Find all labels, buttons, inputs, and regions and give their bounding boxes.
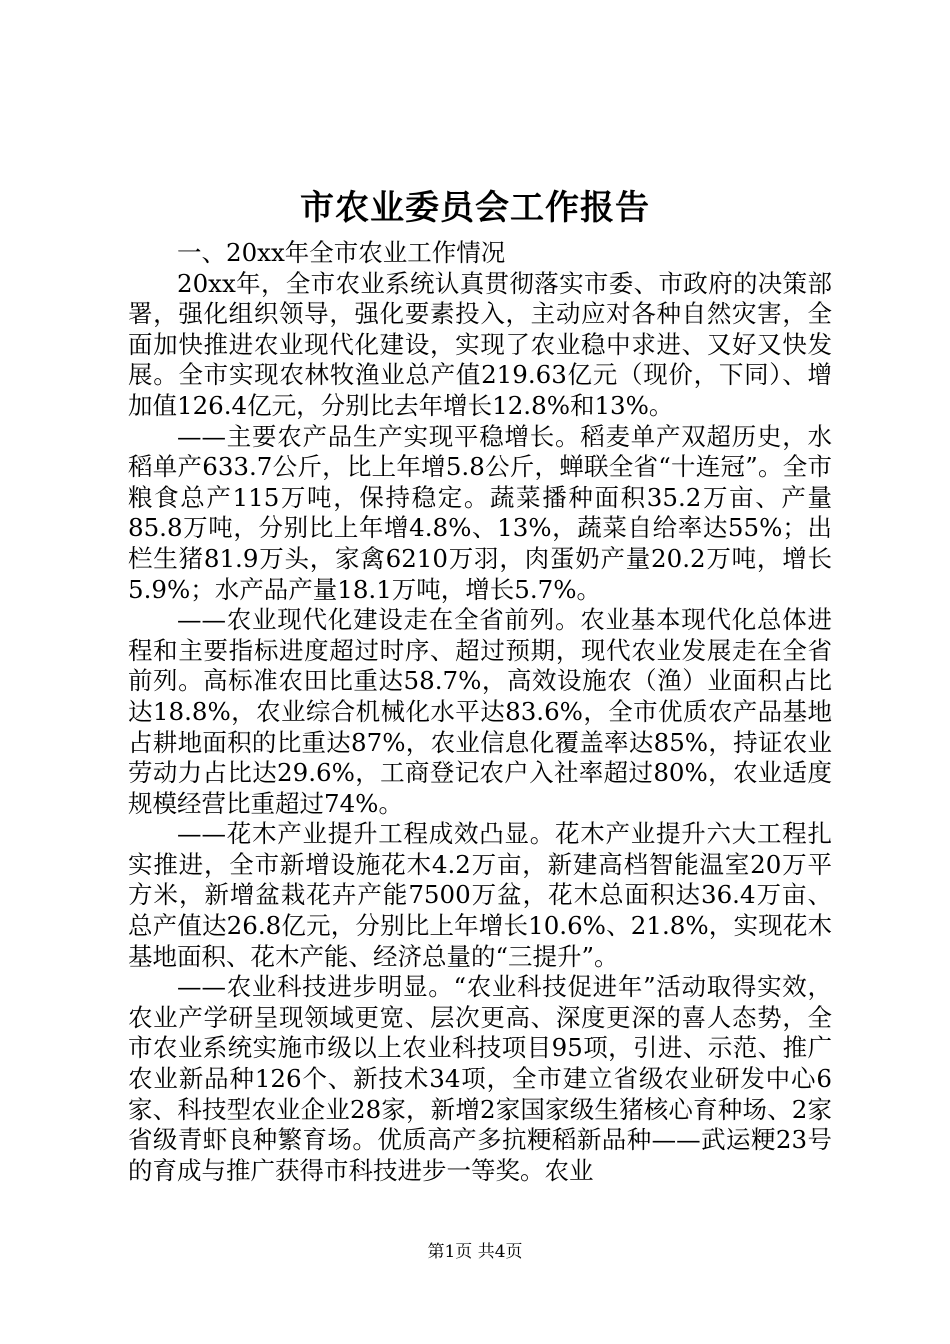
paragraph-flowers: ——花木产业提升工程成效凸显。花木产业提升六大工程扎实推进，全市新增设施花木4.2万亩，新建高档智能温室20万平方米，新增盆栽花卉产能7500万盆，花木总面积达36.4万亩、总产值达26.8亿元，分别比上年增长10.6%、21.8%，实现花木基地面积、花木产能、经济总量的“三提升”。 <box>128 819 832 971</box>
paragraph-technology: ——农业科技进步明显。“农业科技促进年”活动取得实效，农业产学研呈现领域更宽、层次更高、深度更深的喜人态势，全市农业系统实施市级以上农业科技项目95项，引进、示范、推广农业新品种126个、新技术34项，全市建立省级农业研发中心6家、科技型农业企业28家，新增2家国家级生猪核心育种场、2家省级青虾良种繁育场。优质高产多抗粳稻新品种——武运粳23号的育成与推广获得市科技进步一等奖。农业 <box>128 972 832 1185</box>
paragraph-production: ——主要农产品生产实现平稳增长。稻麦单产双超历史，水稻单产633.7公斤，比上年增5.8公斤，蝉联全省“十连冠”。全市粮食总产115万吨，保持稳定。蔬菜播种面积35.2万亩、产量85.8万吨，分别比上年增4.8%、13%，蔬菜自给率达55%；出栏生猪81.9万头，家禽6210万羽，肉蛋奶产量20.2万吨，增长5.9%；水产品产量18.1万吨，增长5.7%。 <box>128 421 832 604</box>
page-footer: 第1页 共4页 <box>427 1242 523 1262</box>
section-heading: 一、20xx年全市农业工作情况 <box>177 238 506 267</box>
paragraph-overview: 20xx年，全市农业系统认真贯彻落实市委、市政府的决策部署，强化组织领导，强化要素投入，主动应对各种自然灾害，全面加快推进农业现代化建设，实现了农业稳中求进、又好又快发展。全市实现农林牧渔业总产值219.63亿元（现价，下同）、增加值126.4亿元，分别比去年增长12.8%和13%。 <box>128 268 832 420</box>
document-title: 市农业委员会工作报告 <box>300 188 650 228</box>
document-body <box>128 238 832 1186</box>
paragraph-modernization: ——农业现代化建设走在全省前列。农业基本现代化总体进程和主要指标进度超过时序、超过预期，现代农业发展走在全省前列。高标准农田比重达58.7%，高效设施农（渔）业面积占比达18.8%，农业综合机械化水平达83.6%，全市优质农产品基地占耕地面积的比重达87%，农业信息化覆盖率达85%，持证农业劳动力占比达29.6%，工商登记农户入社率超过80%，农业适度规模经营比重超过74%。 <box>128 605 832 818</box>
